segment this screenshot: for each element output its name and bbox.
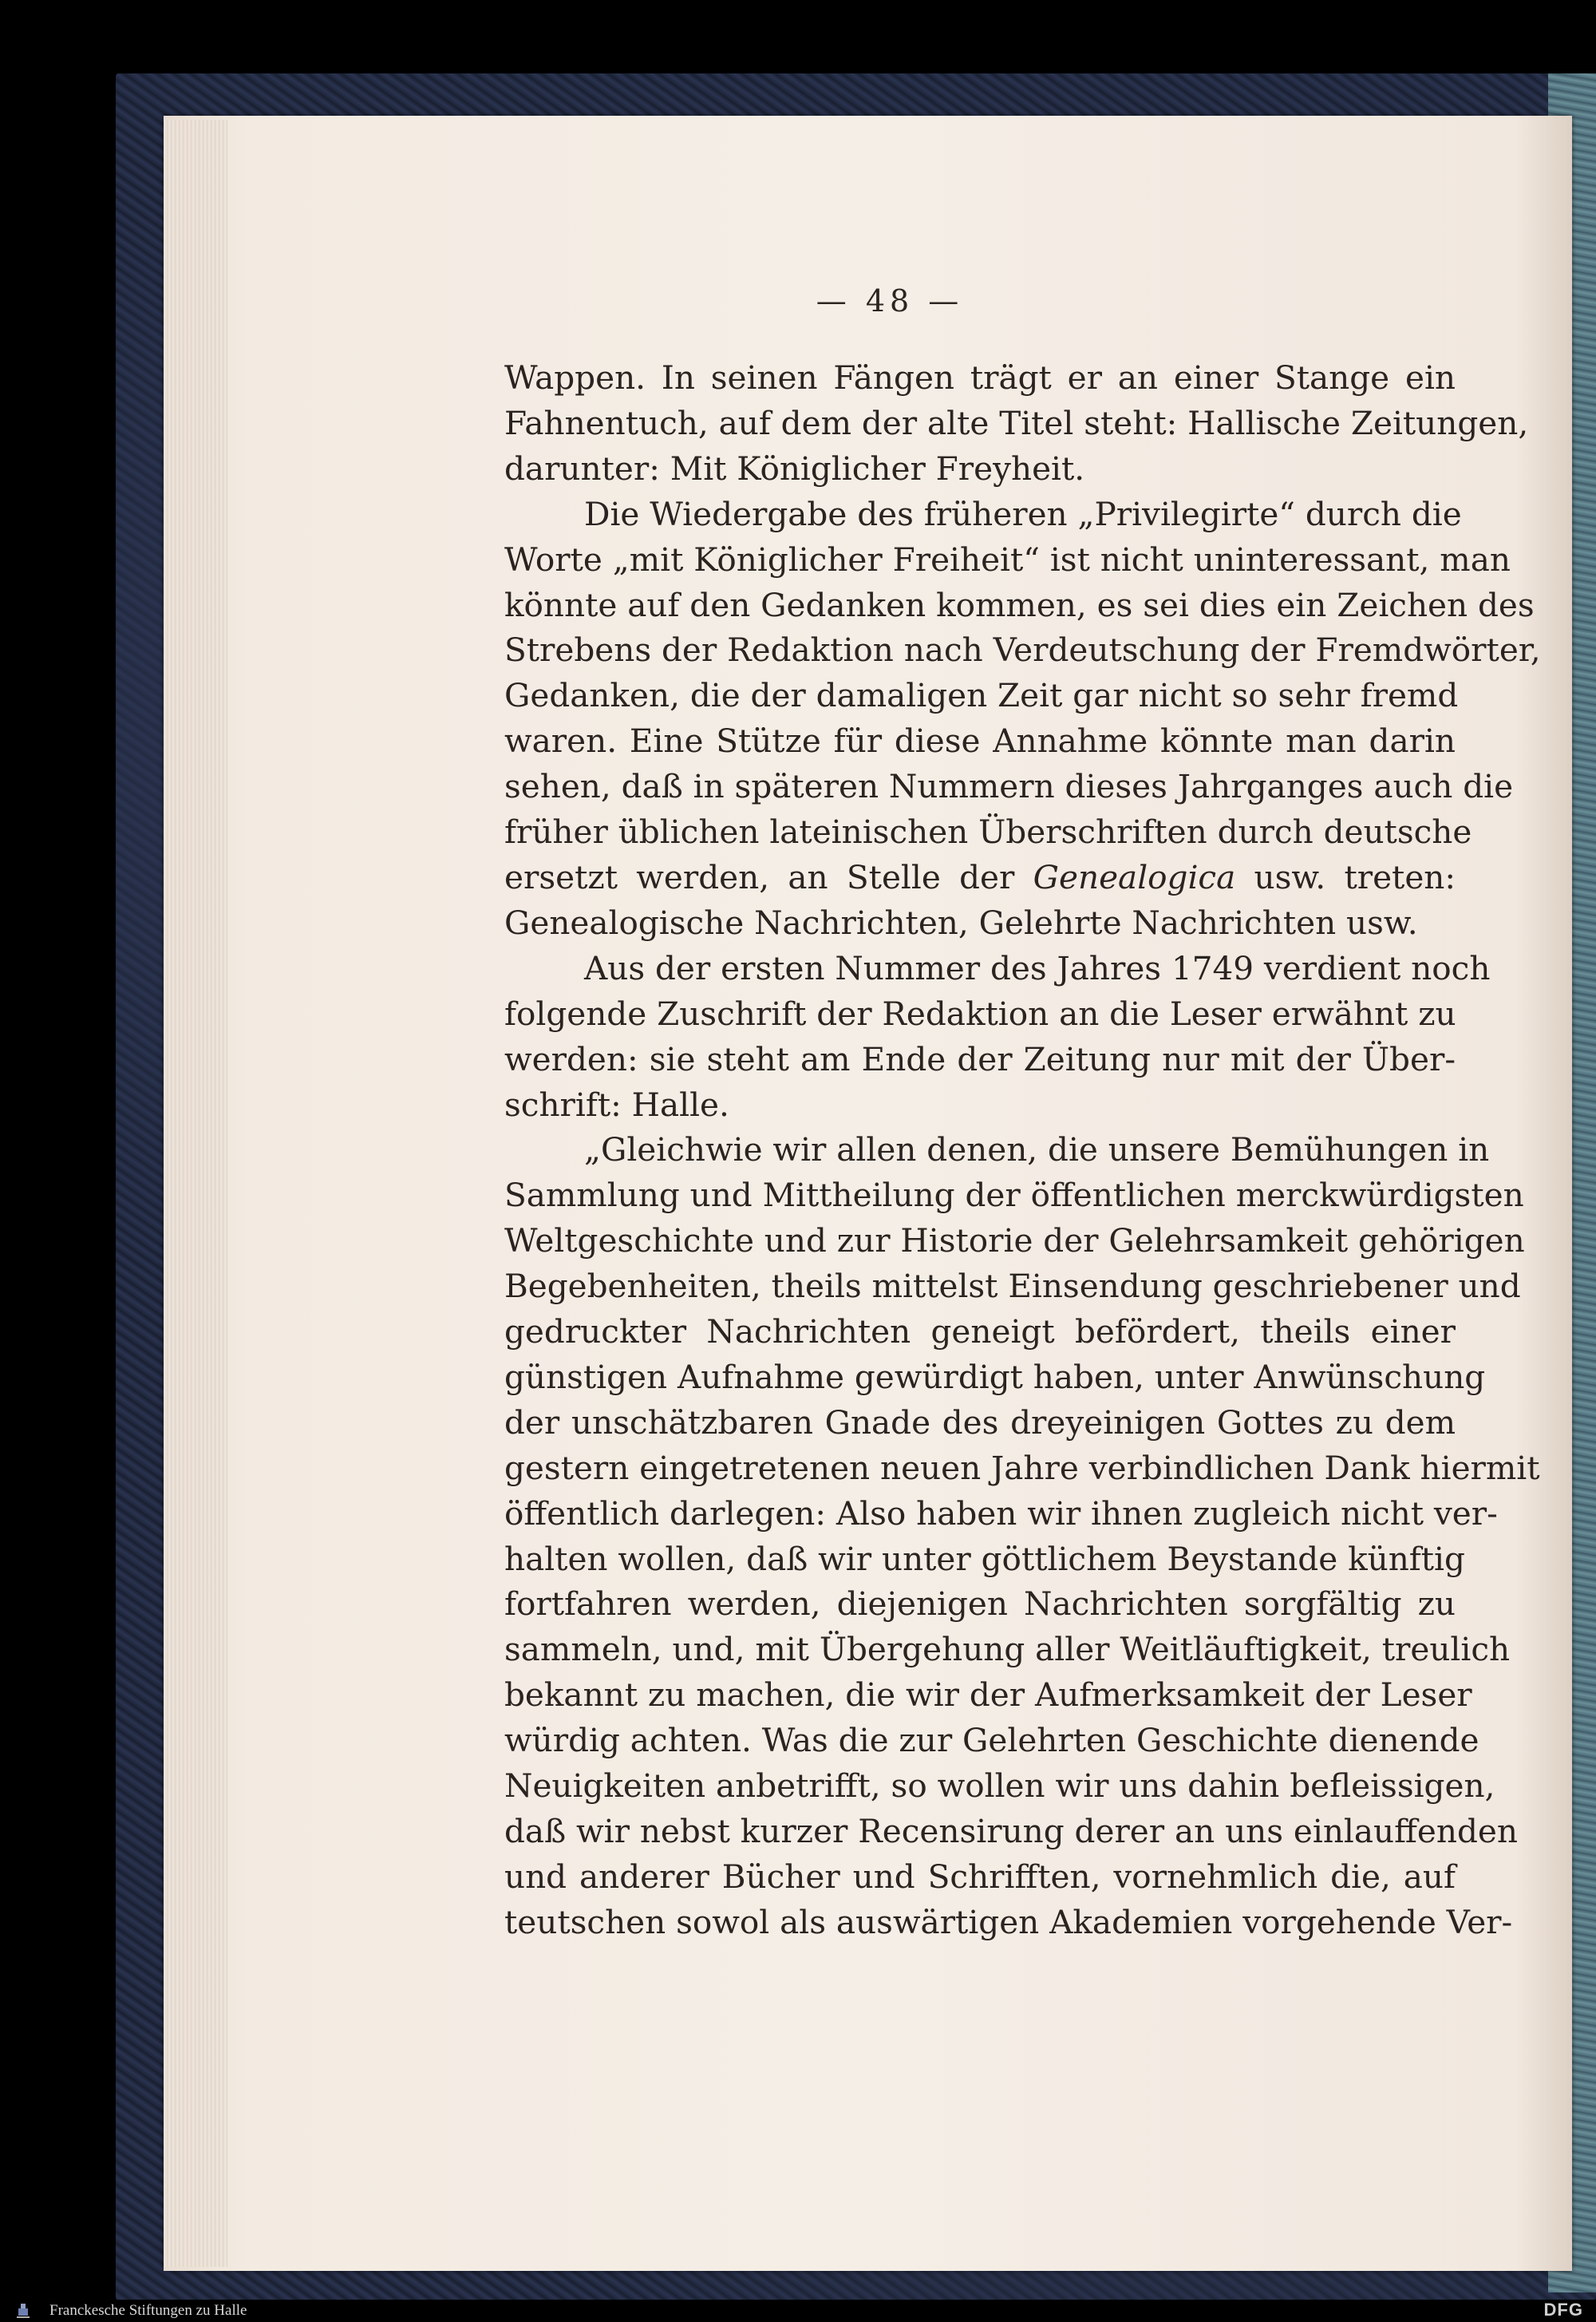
text-line: günstigen Aufnahme gewürdigt haben, unter Anwünschung (504, 1357, 1486, 1396)
text-line: Weltgeschichte und zur Historie der Gelehrsamkeit gehörigen (504, 1221, 1525, 1260)
text-segment: ersetzt werden, an Stelle der (504, 857, 1015, 896)
text-line: waren. Eine Stütze für diese Annahme könnte man darin (504, 722, 1456, 761)
text-line: gestern eingetretenen neuen Jahre verbindlichen Dank hiermit (504, 1448, 1540, 1487)
footer-institution: Franckesche Stiftungen zu Halle (49, 2302, 247, 2319)
text-line: sammeln, und, mit Übergehung aller Weitläuftigkeit, treulich (504, 1630, 1511, 1669)
text-line: werden: sie steht am Ende der Zeitung nur mit der Über- (504, 1039, 1456, 1078)
text-line: Worte „mit Königlicher Freiheit“ ist nicht uninteressant, man (504, 540, 1511, 579)
body-text (504, 355, 1541, 1945)
text-line: fortfahren werden, diejenigen Nachrichten sorgfältig zu (504, 1584, 1456, 1624)
italic-term: Genealogica (1033, 857, 1236, 896)
text-line: Die Wiedergabe des früheren „Privilegirte“ durch die (584, 494, 1462, 533)
text-line: teutschen sowol als auswärtigen Akademien vorgehende Ver- (504, 1902, 1513, 1941)
text-line: sehen, daß in späteren Nummern dieses Jahrganges auch die (504, 767, 1514, 806)
text-line: Gedanken, die der damaligen Zeit gar nicht so sehr fremd (504, 676, 1459, 715)
text-line: öffentlich darlegen: Also haben wir ihnen zugleich nicht ver- (504, 1493, 1498, 1533)
text-line: bekannt zu machen, die wir der Aufmerksamkeit der Leser (504, 1675, 1472, 1715)
text-line: würdig achten. Was die zur Gelehrten Geschichte dienende (504, 1721, 1479, 1760)
text-line: könnte auf den Gedanken kommen, es sei dies ein Zeichen des (504, 585, 1535, 624)
text-line: Begebenheiten, theils mittelst Einsendung geschriebener und (504, 1267, 1521, 1306)
text-line: und anderer Bücher und Schrifften, vornehmlich die, auf (504, 1857, 1456, 1896)
text-line: schrift: Halle. (504, 1085, 729, 1124)
text-line: folgende Zuschrift der Redaktion an die Leser erwähnt zu (504, 994, 1456, 1033)
text-line: Strebens der Redaktion nach Verdeutschung der Fremdwörter, (504, 631, 1541, 670)
text-line: Aus der ersten Nummer des Jahres 1749 verdient noch (584, 948, 1491, 987)
text-line: Sammlung und Mittheilung der öffentlichen merckwürdigsten (504, 1176, 1524, 1215)
text-line: gedruckter Nachrichten geneigt befördert, theils einer (504, 1312, 1456, 1351)
text-line: darunter: Mit Königlicher Freyheit. (504, 449, 1085, 488)
text-line: früher üblichen lateinischen Überschriften durch deutsche (504, 813, 1472, 852)
text-line: „Gleichwie wir allen denen, die unsere Bemühungen in (584, 1130, 1490, 1169)
text-line: Wappen. In seinen Fängen trägt er an einer Stange ein (504, 358, 1456, 397)
franckesche-stiftungen-logo-icon (14, 2302, 32, 2320)
text-line: Neuigkeiten anbetrifft, so wollen wir uns dahin befleissigen, (504, 1766, 1495, 1806)
text-line: der unschätzbaren Gnade des dreyeinigen Gottes zu dem (504, 1402, 1456, 1442)
text-line-mixed (504, 855, 1456, 900)
text-line: Fahnentuch, auf dem der alte Titel steht: Hallische Zeitungen, (504, 403, 1529, 442)
text-line: Genealogische Nachrichten, Gelehrte Nachrichten usw. (504, 903, 1418, 942)
footer-bar (0, 2300, 1596, 2322)
page-number: — 48 — (816, 283, 964, 318)
text-line: daß wir nebst kurzer Recensirung derer an uns einlauffenden (504, 1812, 1518, 1850)
page-edges (164, 120, 227, 2267)
text-line: halten wollen, daß wir unter göttlichem Beystande künftig (504, 1539, 1465, 1578)
dfg-logo: DFG (1543, 2300, 1583, 2320)
text-segment: usw. treten: (1254, 857, 1456, 896)
